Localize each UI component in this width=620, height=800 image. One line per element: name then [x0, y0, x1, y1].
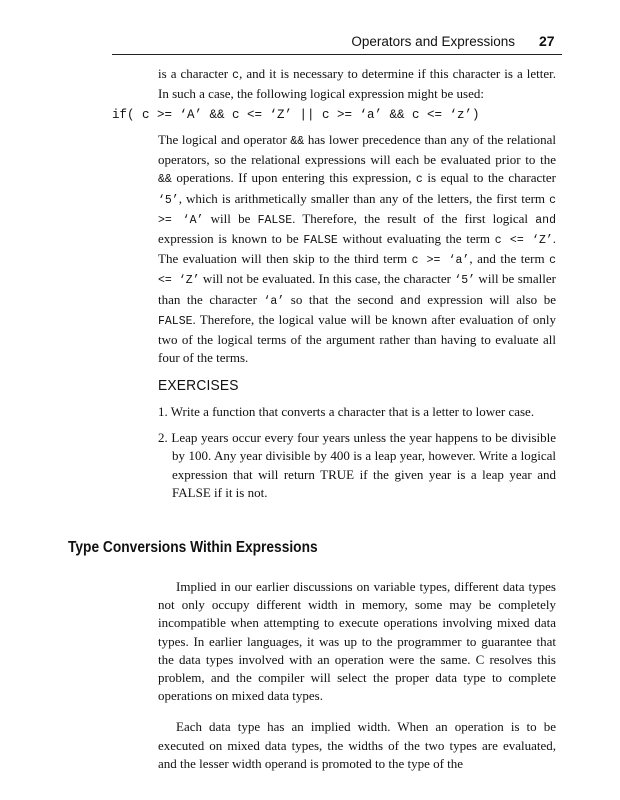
text: , and it is necessary to determine if this character is a letter. In such a case, the following logical expression might be used:: [158, 66, 556, 102]
inline-code: c: [232, 69, 240, 82]
text: operations. If upon entering this expression,: [171, 170, 416, 186]
inline-code: ‘5’: [158, 193, 179, 207]
section-heading: Type Conversions Within Expressions: [68, 539, 318, 556]
text: will be smaller than the character: [158, 271, 556, 307]
explanation-paragraph: [158, 131, 556, 367]
text: without evaluating the term: [337, 231, 495, 247]
exercise-item: 1. Write a function that converts a character that is a letter to lower case.: [158, 404, 535, 419]
inline-code: c: [415, 173, 423, 187]
intro-paragraph: [158, 65, 556, 103]
text: . Therefore, the logical value will be known after evaluation of only two of the logical terms of the argument rather than having to evaluate all four of the terms.: [158, 311, 556, 366]
section-paragraph: Each data type has an implied width. When an operation is to be executed on mixed data types, the widths of the two types are evaluated, and the lesser width operand is promoted to the type of the: [158, 719, 556, 771]
exercise-list: [158, 403, 556, 510]
inline-code: c >= ‘a’: [411, 254, 470, 268]
inline-code: c <= ‘Z’: [494, 234, 553, 248]
text: will not be evaluated. In this case, the character: [199, 271, 455, 287]
exercises-heading: EXERCISES: [158, 377, 239, 394]
text: will be: [203, 210, 258, 226]
text: expression is known to be: [158, 231, 304, 247]
text: , which is arithmetically smaller than any of the letters, the first term: [178, 190, 550, 206]
text: , and the term: [469, 251, 550, 267]
text: expression will also be: [420, 291, 556, 307]
running-header: [0, 0, 620, 60]
text: . Therefore, the result of the first logical: [292, 210, 536, 226]
inline-code: ‘5’: [454, 274, 476, 288]
code-example: if( c >= ‘A’ && c <= ‘Z’ || c >= ‘a’ && c <= ‘z’): [112, 108, 480, 122]
inline-code: FALSE: [257, 213, 293, 227]
text: is equal to the character: [422, 170, 556, 186]
inline-code: and: [535, 213, 556, 227]
text: so that the second: [284, 291, 401, 307]
section-paragraph: Implied in our earlier discussions on variable types, different data types not only occupy different width in memory, some may be completely incompatible when attempting to execute operations involving mixed data types. In earlier languages, it was up to the programmer to guarantee that the data types involved with an operation were the same. C resolves this problem, and the compiler will select the proper data type to complete operations on mixed data types.: [158, 579, 556, 704]
inline-code: FALSE: [158, 314, 193, 328]
inline-code: ‘a’: [263, 294, 285, 308]
header-rule: [112, 54, 562, 55]
section-body: [158, 565, 556, 786]
inline-code: FALSE: [303, 234, 338, 248]
inline-code: and: [400, 294, 421, 308]
text: is a character: [158, 66, 233, 81]
inline-code: c <= ‘Z’: [158, 254, 556, 288]
text: has lower precedence than any of the relational operators, so the relational expressions will each be evaluated prior to the: [158, 132, 557, 168]
text: The logical and operator: [158, 132, 291, 147]
text: . The evaluation will then skip to the third term: [158, 231, 556, 267]
exercise-item: 2. Leap years occur every four years unless the year happens to be divisible by 100. Any year divisible by 400 is a leap year, however. Write a logical expression that will return TRUE if the given year is a leap year and FALSE if it is not.: [158, 430, 556, 500]
inline-code: c >= ‘A’: [158, 193, 556, 227]
inline-code: &&: [290, 135, 305, 148]
inline-code: &&: [158, 173, 172, 187]
chapter-title: Operators and Expressions: [351, 34, 515, 49]
page-number: 27: [539, 33, 555, 49]
